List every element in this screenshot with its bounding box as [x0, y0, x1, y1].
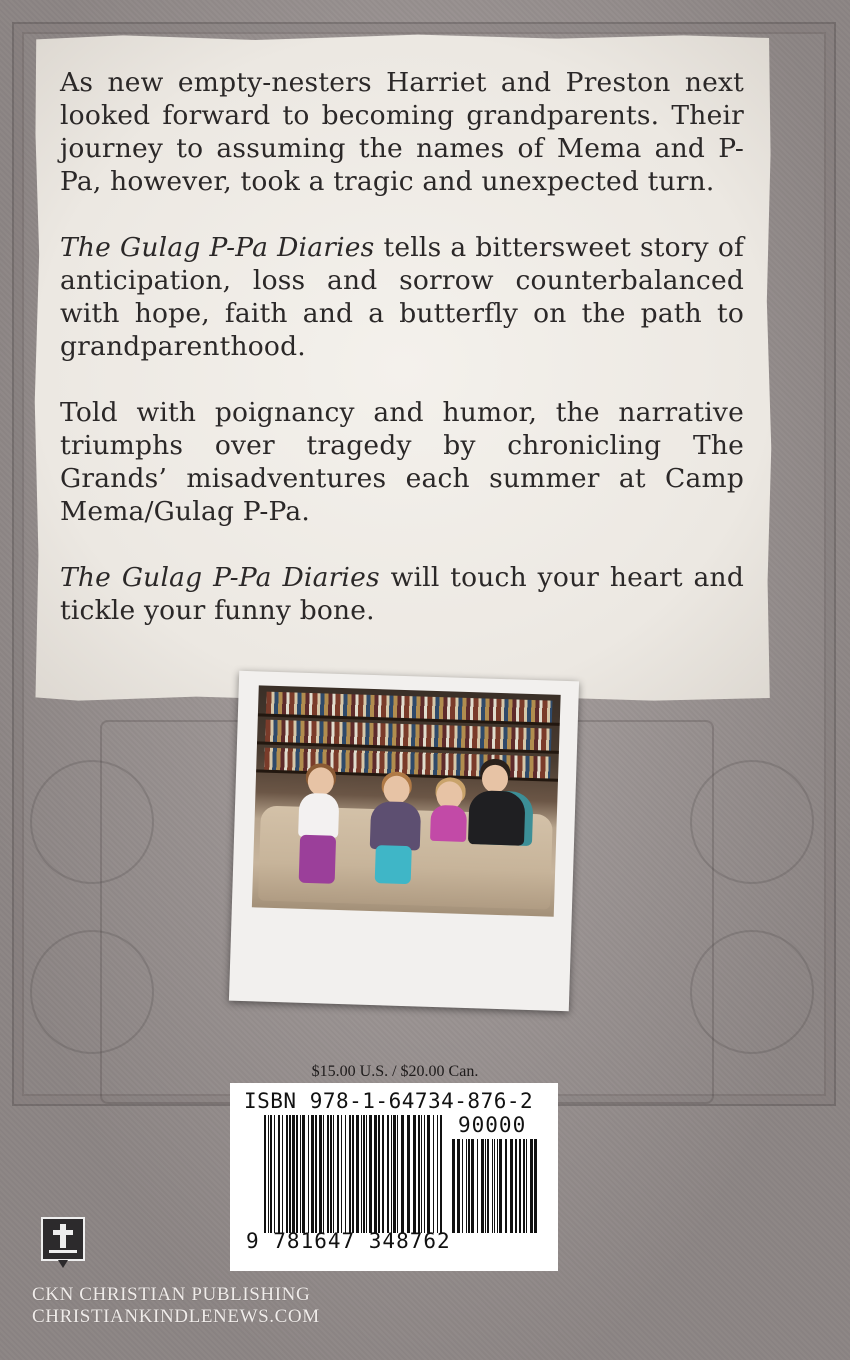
barcode-bar — [264, 1115, 266, 1233]
barcode-bar — [471, 1139, 474, 1233]
book-cross-icon — [40, 1216, 86, 1270]
barcode-bar — [282, 1115, 283, 1233]
barcode-bar — [427, 1115, 430, 1233]
blurb-paragraph-3: Told with poignancy and humor, the narrative triumphs over tragedy by chronicling The Grands’ misadventures each summer at Camp Mema/Gulag P-Pa. — [60, 397, 744, 527]
child-leggings — [375, 845, 412, 884]
barcode-bar — [270, 1115, 272, 1233]
child-dress — [370, 801, 421, 851]
polaroid-photo — [229, 671, 579, 1012]
barcode-bar — [302, 1115, 305, 1233]
barcode-bar — [369, 1115, 372, 1233]
barcode-bar — [492, 1139, 493, 1233]
barcode-bar — [452, 1139, 455, 1233]
embossed-ornament — [690, 760, 814, 884]
barcode-bar — [300, 1115, 301, 1233]
barcode-bar — [505, 1139, 507, 1233]
barcode-bar — [401, 1115, 404, 1233]
barcode-bar — [352, 1115, 354, 1233]
barcode-bar — [274, 1115, 275, 1233]
barcode-bars — [264, 1115, 444, 1233]
blurb-paragraph-2 — [60, 231, 744, 363]
barcode-bar — [311, 1115, 314, 1233]
barcode-bar — [333, 1115, 334, 1233]
barcode-digits: 9 781647 348762 — [246, 1229, 451, 1253]
barcode-bar — [391, 1115, 392, 1233]
barcode-bar — [487, 1139, 489, 1233]
barcode-bar — [515, 1139, 517, 1233]
barcode-bar — [530, 1139, 533, 1233]
barcode-bar — [387, 1115, 389, 1233]
blurb-paragraph-2-text: tells a bittersweet story of anticipation, loss and sorrow counterbalanced with hope, faith and a butterfly on the path to grandparenthood. — [60, 232, 744, 362]
child-leggings — [299, 835, 336, 884]
barcode-bar — [296, 1115, 298, 1233]
barcode-bar — [327, 1115, 329, 1233]
publisher-name: CKN CHRISTIAN PUBLISHING — [32, 1284, 311, 1305]
barcode-bar — [361, 1115, 362, 1233]
barcode-addon-bars — [452, 1139, 538, 1233]
barcode-bar — [319, 1115, 322, 1233]
embossed-ornament — [690, 930, 814, 1054]
barcode-bar — [437, 1115, 438, 1233]
child-face — [482, 764, 509, 793]
barcode-bar — [268, 1115, 269, 1233]
child-face — [307, 767, 334, 796]
barcode-bar — [499, 1139, 502, 1233]
barcode-bar — [286, 1115, 288, 1233]
child-face — [383, 775, 410, 804]
publisher-website: CHRISTIANKINDLENEWS.COM — [32, 1306, 320, 1327]
barcode-bar — [308, 1115, 309, 1233]
barcode-bar — [468, 1139, 470, 1233]
barcode-bar — [418, 1115, 420, 1233]
barcode-bar — [393, 1115, 396, 1233]
barcode-bar — [356, 1115, 359, 1233]
barcode-bar — [494, 1139, 495, 1233]
barcode-bar — [341, 1115, 342, 1233]
barcode-bar — [345, 1115, 346, 1233]
barcode-bar — [424, 1115, 425, 1233]
barcode-bar — [374, 1115, 377, 1233]
barcode-bar — [363, 1115, 365, 1233]
barcode-bar — [526, 1139, 527, 1233]
barcode-bar — [378, 1115, 380, 1233]
embossed-ornament — [30, 760, 154, 884]
barcode-bar — [440, 1115, 442, 1233]
barcode-bar — [278, 1115, 280, 1233]
barcode-bar — [366, 1115, 367, 1233]
child-shirt — [298, 793, 339, 838]
blurb-paragraph-1: As new empty-nesters Harriet and Preston next looked forward to becoming grandparents. Their journey to assuming the names of Mema and P-Pa, however, took a tragic and unexpected turn. — [60, 67, 744, 197]
family-photo — [252, 685, 561, 916]
barcode-bar — [289, 1115, 291, 1233]
barcode-bar — [485, 1139, 486, 1233]
book-title-italic: The Gulag P-Pa Diaries — [60, 562, 380, 593]
isbn-barcode — [230, 1083, 558, 1271]
barcode-bar — [497, 1139, 498, 1233]
barcode-bar — [337, 1115, 339, 1233]
barcode-bar — [519, 1139, 521, 1233]
child-shirt — [430, 805, 467, 842]
child-shirt — [468, 790, 526, 846]
barcode-bar — [292, 1115, 295, 1233]
embossed-ornament — [30, 930, 154, 1054]
barcode-bar — [457, 1139, 460, 1233]
blurb-paragraph-4-text: will touch your heart and tickle your funny bone. — [60, 562, 744, 626]
barcode-bar — [466, 1139, 467, 1233]
barcode-bar — [397, 1115, 398, 1233]
barcode-bar — [407, 1115, 410, 1233]
barcode-bar — [534, 1139, 537, 1233]
barcode-bar — [330, 1115, 332, 1233]
barcode-addon-number: 90000 — [458, 1113, 527, 1137]
barcode-bar — [433, 1115, 434, 1233]
barcode-bar — [421, 1115, 422, 1233]
isbn-number: ISBN 978-1-64734-876-2 — [244, 1089, 534, 1113]
barcode-bar — [477, 1139, 478, 1233]
book-title-italic: The Gulag P-Pa Diaries — [60, 232, 375, 263]
publisher-info — [32, 1284, 320, 1328]
barcode-bar — [523, 1139, 525, 1233]
book-description — [60, 66, 744, 660]
barcode-bar — [481, 1139, 484, 1233]
barcode-bar — [462, 1139, 463, 1233]
price-label: $15.00 U.S. / $20.00 Can. — [311, 1063, 479, 1080]
barcode-bar — [349, 1115, 351, 1233]
barcode-bar — [413, 1115, 416, 1233]
barcode-bar — [510, 1139, 513, 1233]
barcode-bar — [315, 1115, 317, 1233]
blurb-paragraph-4 — [60, 561, 744, 627]
barcode-bar — [323, 1115, 324, 1233]
barcode-bar — [382, 1115, 384, 1233]
